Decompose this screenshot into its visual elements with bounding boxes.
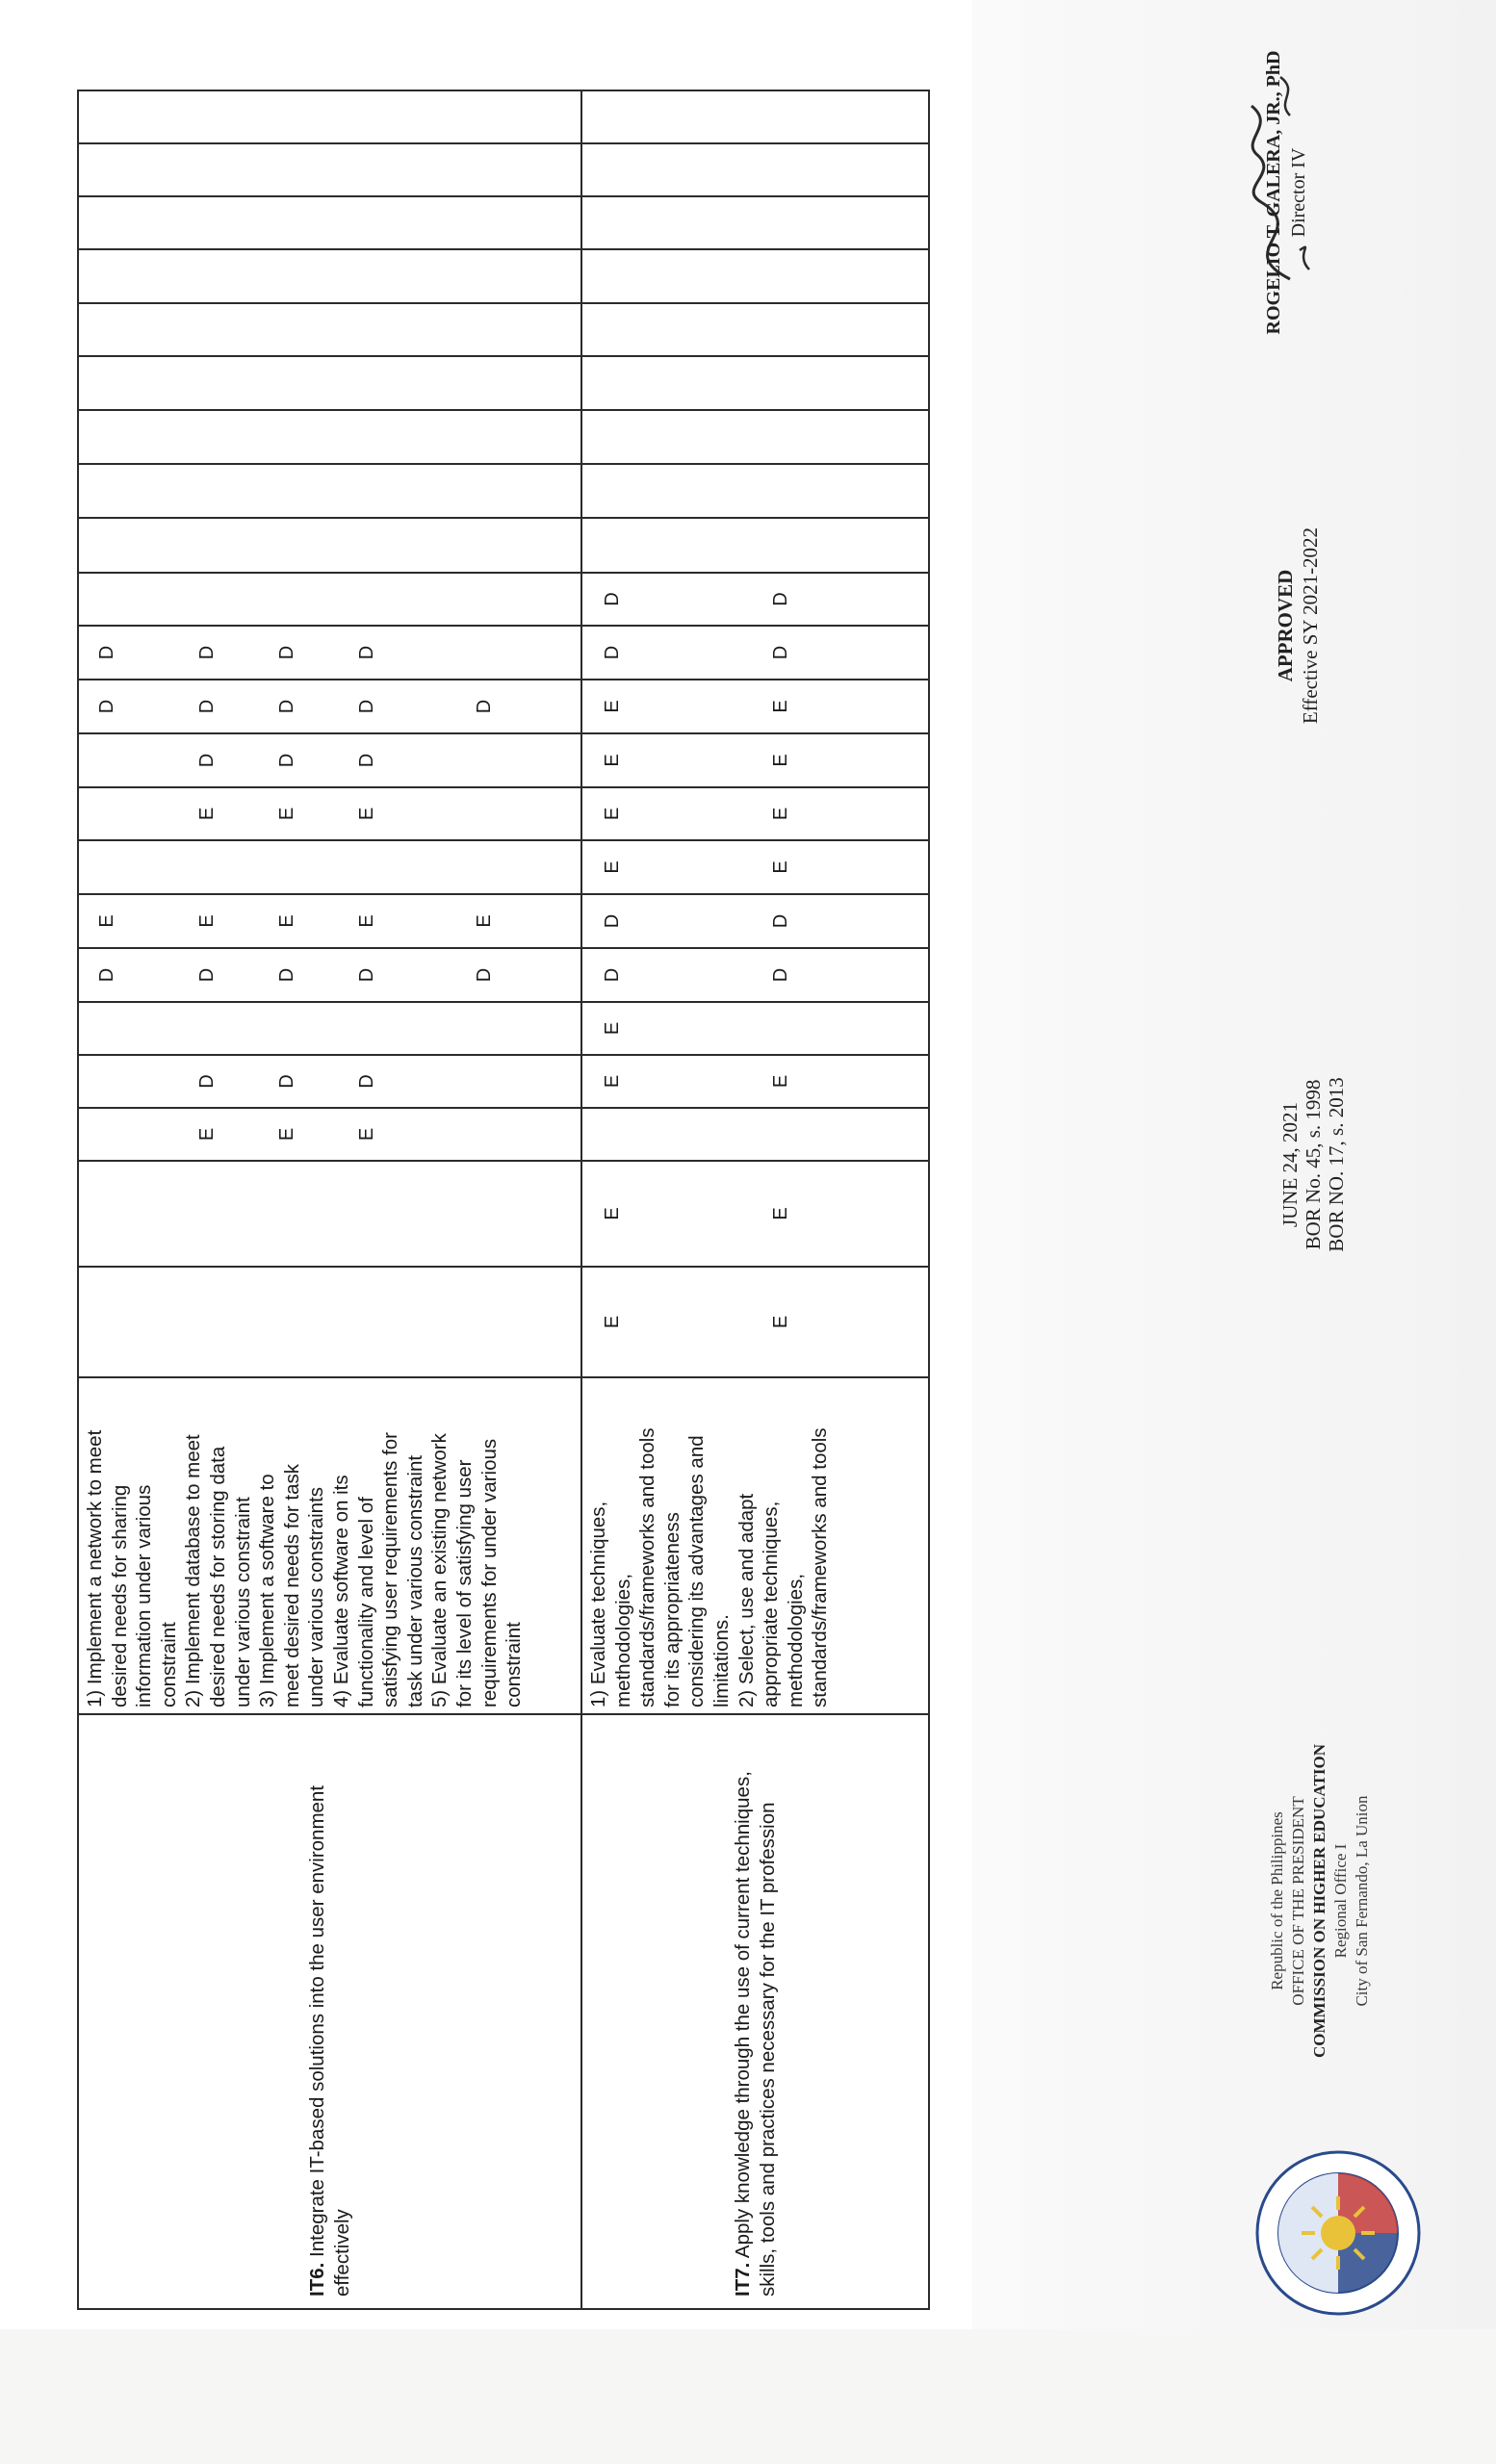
rating-mark-demonstrating: D bbox=[770, 913, 791, 929]
rating-mark-demonstrating: D bbox=[356, 645, 377, 660]
course-rating-cell bbox=[77, 195, 582, 250]
rating-mark-enabling: E bbox=[196, 914, 218, 928]
ched-seal-icon bbox=[1251, 2146, 1425, 2320]
outcome-row bbox=[580, 48, 930, 2310]
indicator-line: constraint bbox=[157, 1622, 180, 1707]
rating-mark-demonstrating: D bbox=[602, 913, 623, 929]
course-rating-cell bbox=[77, 732, 582, 788]
course-rating-cell bbox=[77, 893, 582, 949]
rating-mark-demonstrating: D bbox=[356, 753, 377, 768]
rating-mark-enabling: E bbox=[770, 1207, 791, 1220]
indicator-line: considering its advantages and bbox=[685, 1435, 709, 1707]
outcome-row bbox=[77, 48, 582, 2310]
indicator-line: constraint bbox=[503, 1622, 526, 1707]
rating-mark-demonstrating: D bbox=[276, 1074, 297, 1089]
outcome-description: Integrate IT-based solutions into the user environment effectively bbox=[305, 1784, 353, 2297]
indicator-line: 5) Evaluate an existing network bbox=[428, 1433, 451, 1707]
course-rating-cell bbox=[580, 947, 930, 1003]
program-outcome-text bbox=[305, 1727, 355, 2297]
indicator-line: 4) Evaluate software on its bbox=[329, 1475, 352, 1707]
curriculum-mapping-table bbox=[77, 48, 932, 2310]
indicator-line: functionality and level of bbox=[354, 1497, 377, 1707]
rating-mark-enabling: E bbox=[602, 1315, 623, 1329]
rating-mark-enabling: E bbox=[770, 754, 791, 767]
course-rating-cell bbox=[580, 409, 930, 465]
indicator-line: requirements for under various bbox=[477, 1438, 501, 1707]
rating-mark-demonstrating: D bbox=[96, 645, 117, 660]
course-rating-cell bbox=[77, 786, 582, 841]
course-rating-cell bbox=[77, 142, 582, 197]
indicator-line: limitations. bbox=[709, 1614, 733, 1707]
indicator-line: methodologies, bbox=[611, 1573, 634, 1707]
course-rating-cell bbox=[580, 679, 930, 734]
rating-mark-enabling: E bbox=[770, 860, 791, 874]
course-rating-cell bbox=[580, 142, 930, 197]
outcome-code: IT6. bbox=[305, 2262, 328, 2297]
course-rating-cell bbox=[77, 1001, 582, 1056]
course-rating-cell bbox=[580, 1107, 930, 1162]
signatory-title: Director IV bbox=[1288, 147, 1309, 238]
rating-mark-enabling: E bbox=[602, 1207, 623, 1220]
indicator-line: meet desired needs for task bbox=[280, 1464, 303, 1707]
ched-office-address bbox=[1267, 1694, 1373, 2108]
ched-line-office: OFFICE OF THE PRESIDENT bbox=[1289, 1796, 1307, 2006]
course-rating-cell bbox=[77, 572, 582, 627]
rating-mark-enabling: E bbox=[770, 700, 791, 713]
indicator-line: desired needs for sharing bbox=[108, 1484, 131, 1707]
course-rating-cell bbox=[77, 1054, 582, 1109]
performance-indicators-cell bbox=[580, 1376, 930, 1715]
rating-mark-demonstrating: D bbox=[356, 1074, 377, 1089]
rating-mark-enabling: E bbox=[196, 1127, 218, 1142]
bor-2013: BOR NO. 17, s. 2013 bbox=[1325, 1077, 1348, 1252]
course-rating-cell bbox=[580, 248, 930, 304]
course-rating-cell bbox=[580, 1266, 930, 1378]
indicator-line: methodologies, bbox=[784, 1573, 807, 1707]
course-rating-cell bbox=[77, 463, 582, 519]
indicator-line: standards/frameworks and tools bbox=[809, 1427, 832, 1707]
rating-mark-enabling: E bbox=[474, 914, 495, 928]
rating-mark-demonstrating: D bbox=[196, 753, 218, 768]
indicator-line: for its appropriateness bbox=[660, 1512, 684, 1707]
indicator-line: standards/frameworks and tools bbox=[636, 1427, 659, 1707]
rating-mark-enabling: E bbox=[276, 914, 297, 928]
course-rating-cell bbox=[77, 302, 582, 357]
signatory bbox=[1261, 0, 1311, 385]
course-rating-cell bbox=[77, 679, 582, 734]
rating-mark-demonstrating: D bbox=[356, 699, 377, 714]
rating-mark-demonstrating: D bbox=[356, 967, 377, 983]
rating-mark-enabling: E bbox=[356, 807, 377, 821]
rating-mark-demonstrating: D bbox=[770, 592, 791, 606]
course-rating-cell bbox=[580, 1160, 930, 1268]
indicator-line: 1) Evaluate techniques, bbox=[587, 1501, 609, 1707]
rating-mark-enabling: E bbox=[602, 754, 623, 767]
program-outcome-text bbox=[731, 1727, 781, 2297]
program-outcome-cell bbox=[580, 1713, 930, 2310]
rating-mark-demonstrating: D bbox=[474, 699, 495, 714]
course-rating-cell bbox=[77, 839, 582, 895]
board-resolution-dates bbox=[1278, 972, 1348, 1357]
rating-mark-enabling: E bbox=[770, 1074, 791, 1089]
course-rating-cell bbox=[580, 572, 930, 627]
indicator-line: information under various bbox=[133, 1484, 156, 1707]
rating-mark-enabling: E bbox=[770, 807, 791, 821]
program-outcome-cell bbox=[77, 1713, 582, 2310]
approved-label: APPROVED bbox=[1274, 569, 1297, 682]
rating-mark-demonstrating: D bbox=[474, 967, 495, 983]
course-rating-cell bbox=[580, 1001, 930, 1056]
rating-mark-demonstrating: D bbox=[602, 645, 623, 660]
course-rating-cell bbox=[77, 90, 582, 144]
rating-mark-enabling: E bbox=[602, 1021, 623, 1036]
outcome-code: IT7. bbox=[731, 2262, 754, 2297]
rating-mark-demonstrating: D bbox=[196, 699, 218, 714]
rating-mark-demonstrating: D bbox=[276, 753, 297, 768]
indicator-line: task under various constraint bbox=[403, 1454, 426, 1707]
course-rating-cell bbox=[580, 893, 930, 949]
course-rating-cell bbox=[580, 839, 930, 895]
approval-date: JUNE 24, 2021 bbox=[1278, 1101, 1302, 1228]
ched-line-city: City of San Fernando, La Union bbox=[1353, 1795, 1371, 2007]
rating-mark-demonstrating: D bbox=[602, 967, 623, 983]
course-rating-cell bbox=[77, 947, 582, 1003]
course-rating-cell bbox=[77, 355, 582, 411]
rating-mark-demonstrating: D bbox=[602, 592, 623, 606]
rating-mark-demonstrating: D bbox=[276, 699, 297, 714]
rating-mark-enabling: E bbox=[96, 914, 117, 928]
course-rating-cell bbox=[77, 1160, 582, 1268]
bor-1998: BOR No. 45, s. 1998 bbox=[1302, 1079, 1325, 1250]
rating-mark-enabling: E bbox=[276, 1127, 297, 1142]
course-rating-cell bbox=[580, 517, 930, 574]
performance-indicators-cell bbox=[77, 1376, 582, 1715]
rating-mark-demonstrating: D bbox=[196, 1074, 218, 1089]
approval-stamp bbox=[1273, 414, 1323, 837]
rating-mark-demonstrating: D bbox=[196, 967, 218, 983]
course-rating-cell bbox=[77, 248, 582, 304]
course-rating-cell bbox=[580, 355, 930, 411]
rating-mark-enabling: E bbox=[276, 807, 297, 821]
ched-line-commission: COMMISSION ON HIGHER EDUCATION bbox=[1310, 1743, 1328, 2059]
course-rating-cell bbox=[580, 195, 930, 250]
rating-mark-demonstrating: D bbox=[96, 967, 117, 983]
indicator-line: 1) Implement a network to meet bbox=[84, 1429, 106, 1707]
rating-mark-demonstrating: D bbox=[770, 967, 791, 983]
outcome-description: Apply knowledge through the use of current techniques, skills, tools and practices necessary for the IT profession bbox=[731, 1771, 779, 2297]
course-rating-cell bbox=[580, 302, 930, 357]
effective-label: Effective SY 2021-2022 bbox=[1299, 526, 1322, 725]
course-rating-cell bbox=[77, 625, 582, 680]
indicator-line: satisfying user requirements for bbox=[379, 1432, 402, 1707]
course-rating-cell bbox=[580, 90, 930, 144]
course-rating-cell bbox=[580, 786, 930, 841]
rating-mark-enabling: E bbox=[356, 914, 377, 928]
rating-mark-demonstrating: D bbox=[770, 645, 791, 660]
indicator-line: 2) Select, use and adapt bbox=[735, 1493, 758, 1707]
rating-mark-enabling: E bbox=[196, 807, 218, 821]
rating-mark-enabling: E bbox=[770, 1315, 791, 1329]
course-rating-cell bbox=[580, 625, 930, 680]
course-rating-cell bbox=[77, 1107, 582, 1162]
indicator-line: under various constraints bbox=[305, 1486, 328, 1707]
indicator-line: under various constraint bbox=[231, 1497, 254, 1707]
course-rating-cell bbox=[580, 1054, 930, 1109]
ched-line-regional: Regional Office I bbox=[1331, 1843, 1350, 1959]
indicator-line: desired needs for storing data bbox=[206, 1446, 229, 1707]
rating-mark-enabling: E bbox=[602, 860, 623, 874]
course-rating-cell bbox=[77, 517, 582, 574]
course-rating-cell bbox=[580, 463, 930, 519]
ched-line-republic: Republic of the Philippines bbox=[1268, 1811, 1286, 1990]
rating-mark-enabling: E bbox=[602, 807, 623, 821]
rating-mark-demonstrating: D bbox=[276, 967, 297, 983]
course-rating-cell bbox=[77, 1266, 582, 1378]
course-rating-cell bbox=[580, 732, 930, 788]
indicator-line: 3) Implement a software to bbox=[256, 1474, 279, 1707]
course-rating-cell bbox=[77, 409, 582, 465]
rating-mark-demonstrating: D bbox=[96, 699, 117, 714]
signatory-name: ROGELIO T. GALERA, JR., PhD bbox=[1263, 50, 1284, 335]
rating-mark-demonstrating: D bbox=[276, 645, 297, 660]
rating-mark-enabling: E bbox=[602, 1074, 623, 1089]
rating-mark-enabling: E bbox=[356, 1127, 377, 1142]
indicator-line: appropriate techniques, bbox=[760, 1501, 783, 1707]
indicator-line: for its level of satisfying user bbox=[452, 1459, 476, 1707]
indicator-line: 2) Implement database to meet bbox=[182, 1434, 205, 1707]
rating-mark-enabling: E bbox=[602, 700, 623, 713]
rating-mark-demonstrating: D bbox=[196, 645, 218, 660]
